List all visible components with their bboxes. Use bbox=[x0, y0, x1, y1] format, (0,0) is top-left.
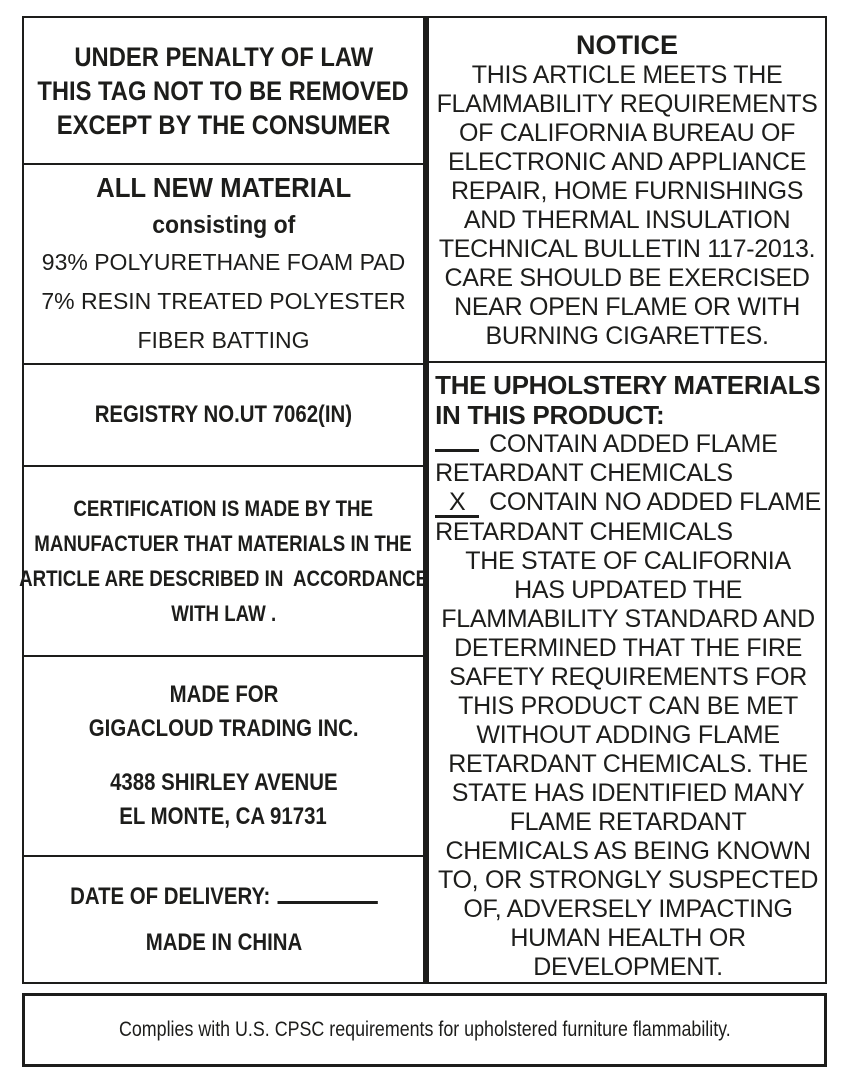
statement-line: HAS UPDATED THE bbox=[514, 576, 743, 604]
notice-line: CARE SHOULD BE EXERCISED bbox=[444, 264, 810, 292]
option-no-added-text: CONTAIN NO ADDED FLAME bbox=[489, 488, 821, 516]
upholstery-heading: IN THIS PRODUCT: bbox=[435, 400, 665, 430]
option-added-text: CONTAIN ADDED FLAME bbox=[489, 430, 778, 458]
delivery-date-label: DATE OF DELIVERY: bbox=[69, 882, 271, 910]
delivery-cell bbox=[24, 857, 423, 982]
notice-line: REPAIR, HOME FURNISHINGS bbox=[451, 177, 804, 205]
made-for-address: 4388 SHIRLEY AVENUE bbox=[109, 769, 338, 796]
notice-line: THIS ARTICLE MEETS THE bbox=[471, 61, 783, 89]
made-in-origin: MADE IN CHINA bbox=[145, 928, 302, 956]
notice-line: FLAMMABILITY REQUIREMENTS bbox=[436, 90, 818, 118]
material-cell bbox=[24, 165, 423, 365]
notice-cell bbox=[429, 18, 825, 363]
statement-line: THIS PRODUCT CAN BE MET bbox=[458, 692, 798, 720]
notice-line: NEAR OPEN FLAME OR WITH bbox=[454, 293, 801, 321]
upholstery-cell bbox=[429, 363, 825, 982]
checkbox-blank-no-added: X bbox=[435, 490, 479, 518]
penalty-line: EXCEPT BY THE CONSUMER bbox=[56, 109, 391, 140]
delivery-date-line bbox=[70, 874, 377, 920]
notice-title: NOTICE bbox=[576, 30, 679, 60]
material-item: 7% RESIN TREATED POLYESTER bbox=[41, 287, 406, 314]
option-no-added-continuation: RETARDANT CHEMICALS bbox=[435, 518, 733, 546]
certification-cell bbox=[19, 467, 429, 657]
cpsc-compliance-text: Complies with U.S. CPSC requirements for upholstered furniture flammability. bbox=[118, 1018, 731, 1041]
certification-line: MANUFACTUER THAT MATERIALS IN THE bbox=[34, 531, 413, 556]
statement-line: OF, ADVERSELY IMPACTING bbox=[463, 895, 793, 923]
upholstery-heading: THE UPHOLSTERY MATERIALS bbox=[435, 370, 821, 400]
notice-line: AND THERMAL INSULATION bbox=[463, 206, 791, 234]
statement-line: RETARDANT CHEMICALS. THE bbox=[448, 750, 808, 778]
certification-line: WITH LAW . bbox=[171, 601, 276, 626]
option-added-line bbox=[435, 430, 821, 459]
option-added-continuation: RETARDANT CHEMICALS bbox=[435, 459, 733, 487]
notice-line: BURNING CIGARETTES. bbox=[485, 322, 769, 350]
penalty-line: UNDER PENALTY OF LAW bbox=[74, 41, 373, 72]
statement-line: CHEMICALS AS BEING KNOWN bbox=[445, 837, 811, 865]
checkbox-blank-added bbox=[435, 449, 479, 452]
material-subtitle: consisting of bbox=[151, 210, 296, 239]
notice-line: TECHNICAL BULLETIN 117-2013. bbox=[438, 235, 816, 263]
statement-line: THE STATE OF CALIFORNIA bbox=[465, 547, 791, 575]
registry-number: REGISTRY NO.UT 7062(IN) bbox=[94, 401, 353, 428]
statement-line: FLAMMABILITY STANDARD AND bbox=[441, 605, 815, 633]
statement-line: WITHOUT ADDING FLAME bbox=[476, 721, 780, 749]
material-item: 93% POLYURETHANE FOAM PAD bbox=[41, 248, 406, 275]
cpsc-compliance-box bbox=[22, 993, 827, 1067]
notice-line: ELECTRONIC AND APPLIANCE bbox=[447, 148, 807, 176]
label-main-box bbox=[19, 16, 827, 984]
penalty-line: THIS TAG NOT TO BE REMOVED bbox=[37, 75, 410, 106]
penalty-cell bbox=[24, 18, 423, 165]
statement-line: SAFETY REQUIREMENTS FOR bbox=[449, 663, 808, 691]
made-for-company: GIGACLOUD TRADING INC. bbox=[88, 715, 359, 742]
option-no-added-line bbox=[435, 488, 821, 518]
left-column bbox=[19, 18, 429, 982]
statement-line: FLAME RETARDANT bbox=[509, 808, 747, 836]
statement-line: TO, OR STRONGLY SUSPECTED bbox=[438, 866, 819, 894]
certification-line: ARTICLE ARE DESCRIBED IN ACCORDANCE bbox=[19, 566, 429, 591]
statement-line: DEVELOPMENT. bbox=[533, 953, 723, 981]
material-title: ALL NEW MATERIAL bbox=[95, 171, 352, 203]
statement-line: HUMAN HEALTH OR bbox=[510, 924, 746, 952]
made-for-heading: MADE FOR bbox=[169, 681, 278, 708]
certification-line: CERTIFICATION IS MADE BY THE bbox=[73, 496, 374, 521]
delivery-date-blank bbox=[277, 901, 377, 904]
statement-line: STATE HAS IDENTIFIED MANY bbox=[451, 779, 805, 807]
registry-cell bbox=[24, 365, 423, 467]
made-for-address: EL MONTE, CA 91731 bbox=[119, 803, 328, 830]
statement-line: DETERMINED THAT THE FIRE bbox=[454, 634, 803, 662]
notice-line: OF CALIFORNIA BUREAU OF bbox=[458, 119, 796, 147]
made-for-cell bbox=[24, 657, 423, 857]
material-item: FIBER BATTING bbox=[137, 326, 310, 353]
right-column bbox=[429, 18, 825, 982]
